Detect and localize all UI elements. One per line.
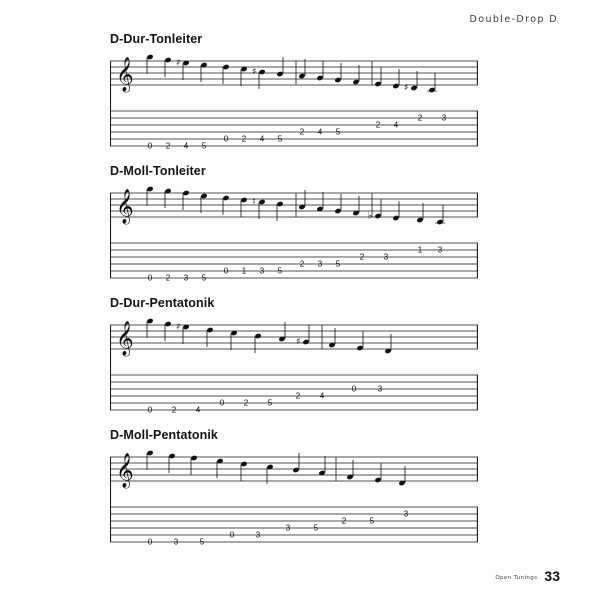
- tab-fret-number: 3: [403, 509, 409, 519]
- tab-fret-number: 5: [277, 266, 283, 276]
- note-head: [164, 321, 171, 327]
- note-head: [428, 87, 435, 93]
- accidental-glyph: ♮: [252, 196, 256, 208]
- tab-fret-number: 4: [259, 134, 265, 144]
- tab-fret-number: 0: [147, 537, 153, 547]
- tab-fret-number: 2: [299, 127, 305, 137]
- note-head: [200, 193, 207, 199]
- tab-fret-number: 3: [377, 384, 383, 394]
- accidental-glyph: ♯: [175, 57, 181, 69]
- note-head: [298, 73, 305, 79]
- tab-fret-number: 2: [341, 516, 347, 526]
- note-head: [258, 199, 265, 205]
- section-title: D-Dur-Tonleiter: [110, 32, 203, 46]
- music-system: [110, 185, 478, 283]
- note-head: [168, 453, 175, 459]
- note-head: [292, 467, 299, 473]
- tab-fret-number: 2: [241, 134, 247, 144]
- tab-fret-number: 0: [219, 398, 225, 408]
- section-d-moll-pentatonik: [110, 428, 490, 547]
- tab-fret-number: 5: [201, 141, 207, 151]
- tab-fret-number: 2: [171, 405, 177, 415]
- tab-fret-number: 3: [183, 273, 189, 283]
- running-head: Double-Drop D: [469, 14, 558, 25]
- note-head: [316, 75, 323, 81]
- note-head: [146, 450, 153, 456]
- tab-fret-number: 5: [199, 537, 205, 547]
- note-head: [410, 85, 417, 91]
- note-head: [276, 71, 283, 77]
- page-footer: [495, 568, 560, 584]
- tab-fret-number: 2: [165, 273, 171, 283]
- note-head: [182, 190, 189, 196]
- note-head: [146, 186, 153, 192]
- section-title: D-Dur-Pentatonik: [110, 296, 215, 310]
- tab-fret-number: 3: [173, 537, 179, 547]
- note-head: [302, 339, 309, 345]
- tab-fret-number: 5: [335, 127, 341, 137]
- note-head: [356, 345, 363, 351]
- tab-fret-number: 2: [295, 391, 301, 401]
- tab-fret-number: 4: [183, 141, 189, 151]
- note-head: [392, 215, 399, 221]
- note-head: [392, 83, 399, 89]
- tab-fret-number: 3: [255, 530, 261, 540]
- page-number: 33: [544, 568, 560, 584]
- staff-notation: [110, 317, 478, 415]
- section-title: D-Moll-Pentatonik: [110, 428, 218, 442]
- staff-notation: [110, 449, 478, 547]
- note-head: [164, 57, 171, 63]
- tab-fret-number: 4: [319, 391, 325, 401]
- treble-clef-icon: 𝄞: [116, 453, 134, 488]
- tab-fret-number: 1: [241, 266, 247, 276]
- tab-fret-number: 5: [313, 523, 319, 533]
- note-head: [334, 77, 341, 83]
- accidental-glyph: ♯: [251, 66, 257, 78]
- music-system: [110, 449, 478, 547]
- note-head: [374, 81, 381, 87]
- note-head: [416, 217, 423, 223]
- tab-fret-number: 5: [267, 398, 273, 408]
- tab-fret-number: 4: [393, 120, 399, 130]
- note-head: [374, 477, 381, 483]
- tab-fret-number: 0: [223, 134, 229, 144]
- section-title: D-Moll-Tonleiter: [110, 164, 206, 178]
- tab-fret-number: 3: [383, 252, 389, 262]
- tab-fret-number: 4: [195, 405, 201, 415]
- note-head: [374, 213, 381, 219]
- tab-fret-number: 3: [259, 266, 265, 276]
- music-system: [110, 317, 478, 415]
- tab-fret-number: 5: [335, 259, 341, 269]
- note-head: [206, 327, 213, 333]
- tab-fret-number: 2: [243, 398, 249, 408]
- tab-fret-number: 2: [359, 252, 365, 262]
- section-d-dur-tonleiter: [110, 32, 490, 151]
- tab-fret-number: 0: [223, 266, 229, 276]
- treble-clef-icon: 𝄞: [116, 57, 134, 92]
- accidental-glyph: ♯: [295, 336, 301, 348]
- tab-fret-number: 0: [147, 141, 153, 151]
- note-head: [352, 79, 359, 85]
- staff-notation: [110, 53, 478, 151]
- accidental-glyph: ♯: [403, 82, 409, 94]
- tab-fret-number: 3: [441, 113, 447, 123]
- tab-fret-number: 0: [147, 273, 153, 283]
- accidental-glyph: ♯: [175, 321, 181, 333]
- tab-fret-number: 3: [317, 259, 323, 269]
- music-system: [110, 53, 478, 151]
- section-d-dur-pentatonik: [110, 296, 490, 415]
- note-head: [146, 54, 153, 60]
- note-head: [222, 195, 229, 201]
- treble-clef-icon: 𝄞: [116, 321, 134, 356]
- treble-clef-icon: 𝄞: [116, 189, 134, 224]
- note-head: [258, 69, 265, 75]
- footer-chapter-label: Open Tunings: [495, 575, 538, 581]
- tab-fret-number: 3: [437, 245, 443, 255]
- tab-fret-number: 0: [229, 530, 235, 540]
- tab-fret-number: 4: [317, 127, 323, 137]
- tab-fret-number: 3: [285, 523, 291, 533]
- note-head: [276, 201, 283, 207]
- tab-fret-number: 5: [369, 516, 375, 526]
- note-head: [190, 455, 197, 461]
- note-head: [146, 318, 153, 324]
- tab-fret-number: 1: [417, 245, 423, 255]
- note-head: [240, 197, 247, 203]
- tab-fret-number: 0: [351, 384, 357, 394]
- tab-fret-number: 2: [375, 120, 381, 130]
- note-head: [334, 208, 341, 214]
- staff-notation: [110, 185, 478, 283]
- tab-fret-number: 0: [147, 405, 153, 415]
- tab-fret-number: 5: [201, 273, 207, 283]
- accidental-glyph: ♭: [367, 210, 373, 222]
- tab-fret-number: 2: [165, 141, 171, 151]
- tab-fret-number: 2: [299, 259, 305, 269]
- note-head: [254, 333, 261, 339]
- note-head: [240, 461, 247, 467]
- tab-fret-number: 5: [277, 134, 283, 144]
- tab-fret-number: 2: [417, 113, 423, 123]
- note-head: [436, 219, 443, 225]
- note-head: [222, 64, 229, 70]
- section-d-moll-tonleiter: [110, 164, 490, 283]
